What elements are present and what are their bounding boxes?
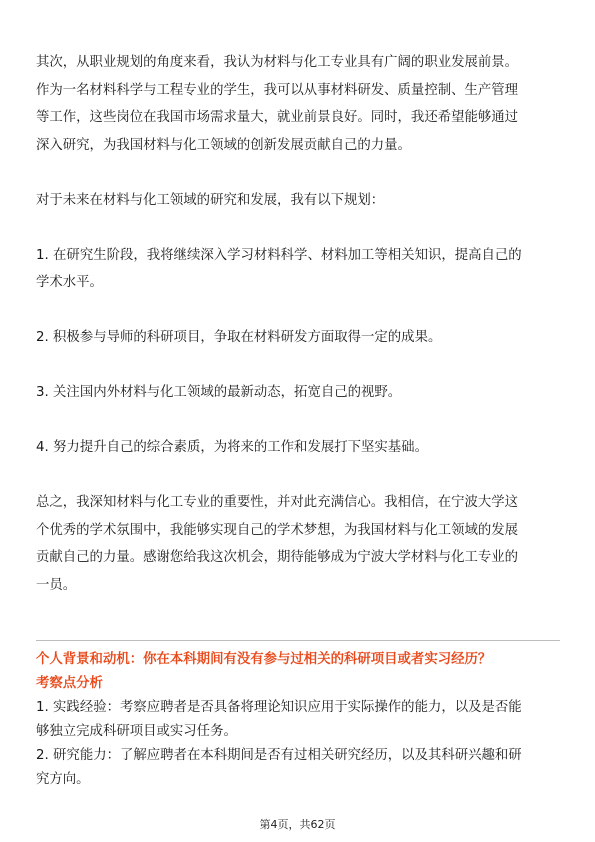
text-line: 学术水平。 [36,275,103,290]
text-line: 1. 实践经验：考察应聘者是否具备将理论知识应用于实际操作的能力，以及是否能 [36,700,522,715]
section-divider [36,640,560,641]
text-line: 个优秀的学术氛围中，我能够实现自己的学术梦想，为我国材料与化工领域的发展 [36,522,519,538]
page-number: 第4页，共62页 [259,818,336,831]
interview-question-block [36,648,560,792]
paragraph-spacer [36,297,560,325]
text-line: 究方向。 [36,772,90,787]
text-line: 2. 研究能力：了解应聘者在本科期间是否有过相关研究经历，以及其科研兴趣和研 [36,748,522,763]
text-line: 等工作，这些岗位在我国市场需求量大，就业前景良好。同时，我还希望能够通过 [36,110,519,125]
paragraph-plan-intro: 对于未来在材料与化工领域的研究和发展，我有以下规划： [36,192,385,208]
paragraph-spacer [36,407,560,435]
text-line: 总之，我深知材料与化工专业的重要性，并对此充满信心。我相信，在宁波大学这 [36,495,519,510]
analysis-point-2 [36,744,560,792]
text-line: 1. 在研究生阶段，我将继续深入学习材料科学、材料加工等相关知识，提高自己的 [36,247,522,263]
paragraph-spacer [36,214,560,242]
question-title: 个人背景和动机：你在本科期间有没有参与过相关的科研项目或者实习经历？ [36,652,492,667]
text-line: 一员。 [36,577,77,593]
body-content [36,49,560,599]
plan-item-1 [36,242,560,297]
analysis-point-1 [36,696,560,744]
paragraph-spacer [36,159,560,187]
plan-item-3: 3. 关注国内外材料与化工领域的最新动态，拓宽自己的视野。 [36,385,402,400]
text-line: 深入研究，为我国材料与化工领域的创新发展贡献自己的力量。 [36,137,411,153]
plan-item-4: 4. 努力提升自己的综合素质，为将来的工作和发展打下坚实基础。 [36,440,428,455]
plan-item-2: 2. 积极参与导师的科研项目，争取在材料研发方面取得一定的成果。 [36,330,442,345]
text-line: 作为一名材料科学与工程专业的学生，我可以从事材料研发、质量控制、生产管理 [36,82,519,98]
paragraph-spacer [36,462,560,490]
text-line: 贡献自己的力量。感谢您给我这次机会，期待能够成为宁波大学材料与化工专业的 [36,550,519,565]
paragraph-career-outlook [36,49,560,159]
text-line: 其次，从职业规划的角度来看，我认为材料与化工专业具有广阔的职业发展前景。 [36,55,519,70]
paragraph-spacer [36,352,560,380]
text-line: 够独立完成科研项目或实习任务。 [36,724,237,739]
analysis-heading: 考察点分析 [36,676,103,691]
paragraph-conclusion [36,489,560,599]
